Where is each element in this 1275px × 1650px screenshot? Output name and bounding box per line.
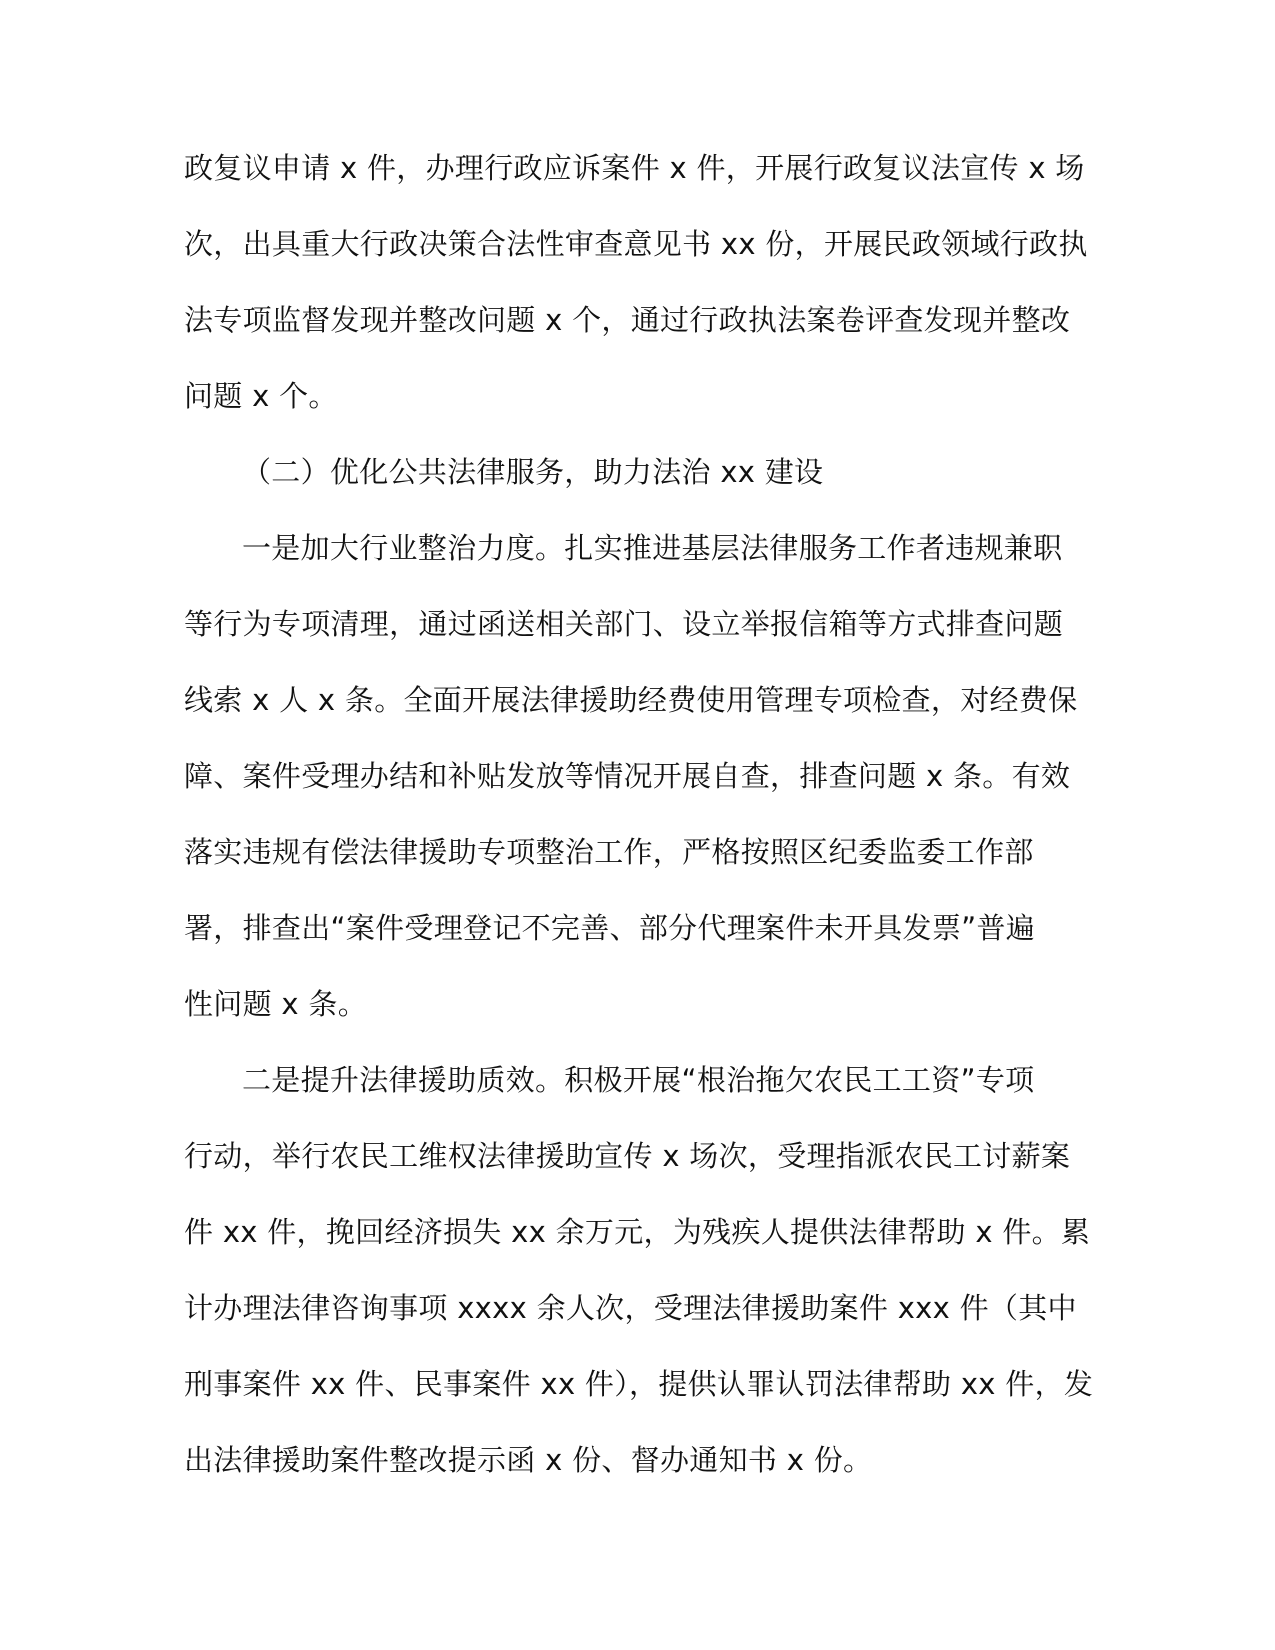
text-line: 等行为专项清理，通过函送相关部门、设立举报信箱等方式排查问题 [184,607,1064,641]
section-heading: （二）优化公共法律服务，助力法治 xx 建设 [242,455,824,489]
text-line: 件 xx 件，挽回经济损失 xx 余万元，为残疾人提供法律帮助 x 件。累 [184,1215,1091,1249]
text-line: 问题 x 个。 [184,379,338,413]
text-line: 线索 x 人 x 条。全面开展法律援助经费使用管理专项检查，对经费保 [184,683,1078,717]
text-line: 行动，举行农民工维权法律援助宣传 x 场次，受理指派农民工讨薪案 [184,1139,1071,1173]
text-line: 出法律援助案件整改提示函 x 份、督办通知书 x 份。 [184,1443,873,1477]
text-line: 次，出具重大行政决策合法性审查意见书 xx 份，开展民政领域行政执 [184,227,1088,261]
body-text [184,130,1094,1498]
text-line: 障、案件受理办结和补贴发放等情况开展自查，排查问题 x 条。有效 [184,759,1071,793]
text-line: 署，排查出“案件受理登记不完善、部分代理案件未开具发票”普遍 [184,911,1036,945]
text-line: 刑事案件 xx 件、民事案件 xx 件），提供认罪认罚法律帮助 xx 件，发 [184,1367,1094,1401]
paragraph-start: 二是提升法律援助质效。积极开展“根治拖欠农民工工资”专项 [242,1063,1035,1097]
text-line: 法专项监督发现并整改问题 x 个，通过行政执法案卷评查发现并整改 [184,303,1071,337]
text-line: 政复议申请 x 件，办理行政应诉案件 x 件，开展行政复议法宣传 x 场 [184,151,1085,185]
text-line: 落实违规有偿法律援助专项整治工作，严格按照区纪委监委工作部 [184,835,1034,869]
paragraph-start: 一是加大行业整治力度。扎实推进基层法律服务工作者违规兼职 [242,531,1063,565]
text-line: 性问题 x 条。 [184,987,367,1021]
text-line: 计办理法律咨询事项 xxxx 余人次，受理法律援助案件 xxx 件（其中 [184,1291,1077,1325]
